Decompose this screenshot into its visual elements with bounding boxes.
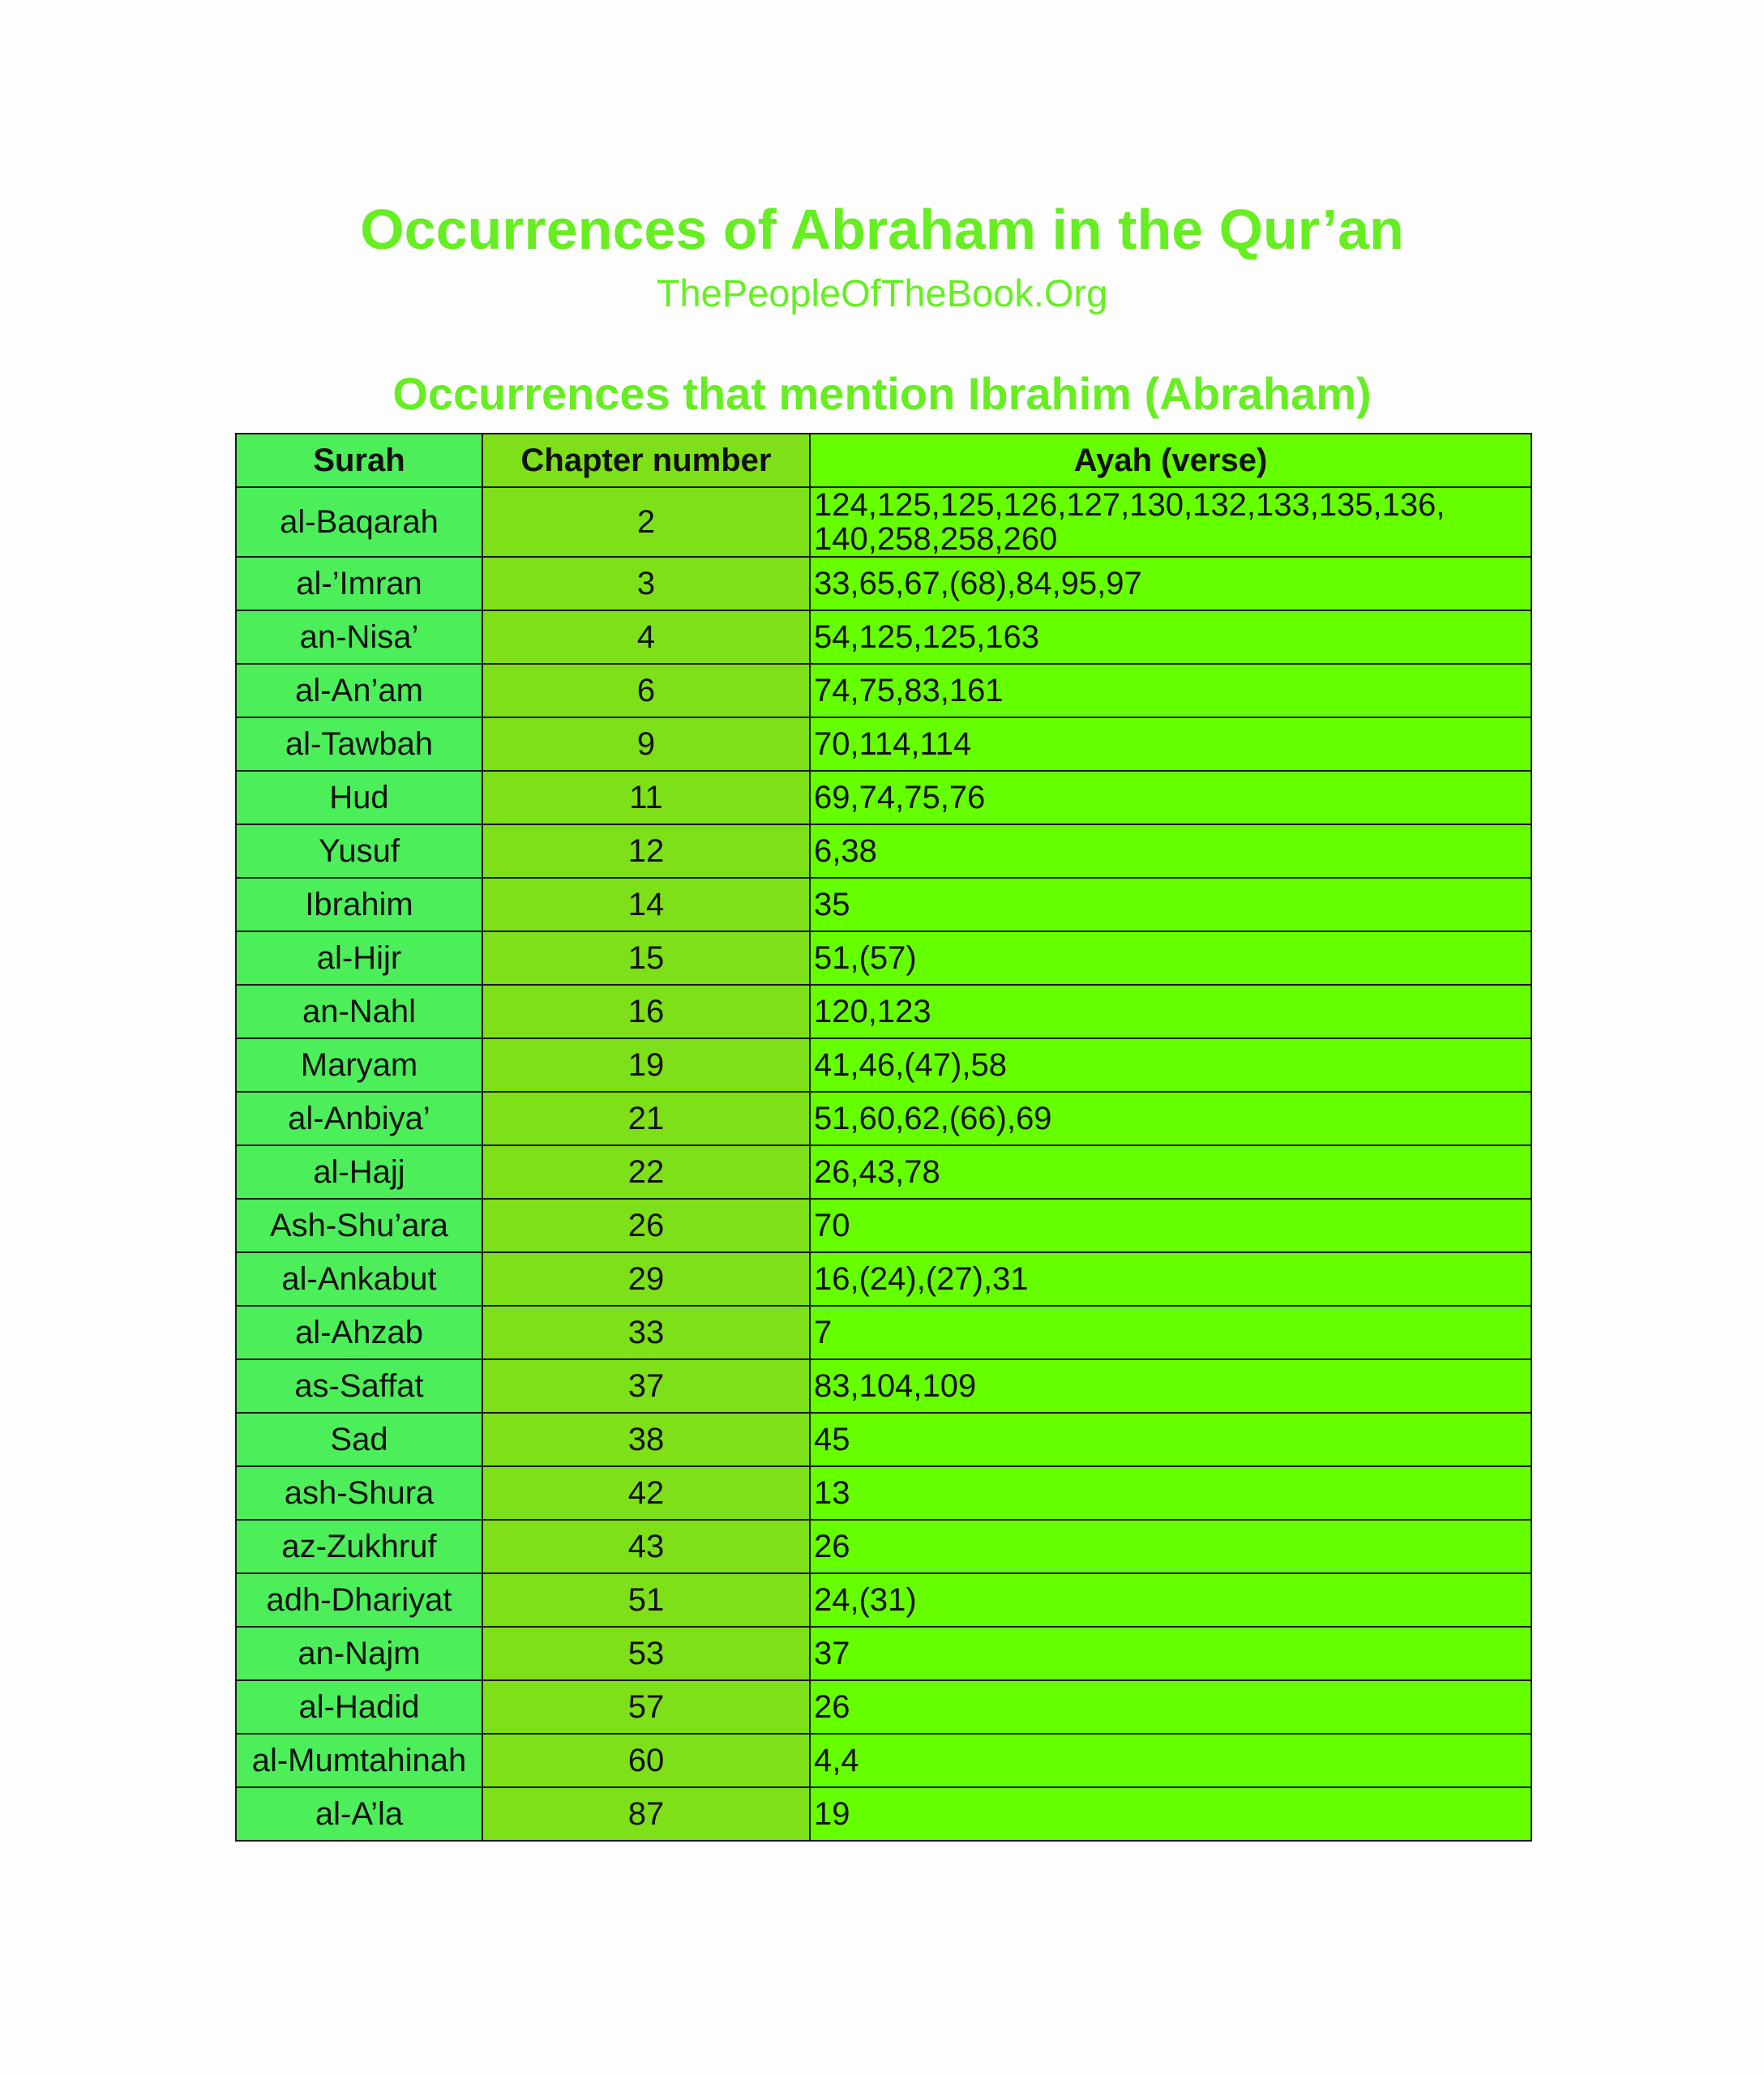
chapter-number-cell: 22 <box>482 1145 810 1199</box>
table-row <box>236 1145 1531 1199</box>
chapter-number-cell: 53 <box>482 1627 810 1680</box>
ayah-cell: 74,75,83,161 <box>810 664 1531 717</box>
chapter-number-cell: 42 <box>482 1466 810 1520</box>
table-row <box>236 664 1531 717</box>
table-row <box>236 1306 1531 1359</box>
surah-cell: al-Mumtahinah <box>236 1734 482 1787</box>
ayah-cell: 70,114,114 <box>810 717 1531 771</box>
ayah-cell: 7 <box>810 1306 1531 1359</box>
chapter-number-cell: 2 <box>482 487 810 557</box>
table-row <box>236 717 1531 771</box>
table-row <box>236 1734 1531 1787</box>
ayah-cell: 41,46,(47),58 <box>810 1038 1531 1092</box>
chapter-number-cell: 12 <box>482 824 810 878</box>
ayah-cell: 35 <box>810 878 1531 931</box>
surah-cell: Hud <box>236 771 482 824</box>
surah-cell: al-Hadid <box>236 1680 482 1734</box>
surah-cell: al-Anbiya’ <box>236 1092 482 1145</box>
chapter-number-cell: 9 <box>482 717 810 771</box>
chapter-number-cell: 16 <box>482 985 810 1038</box>
surah-cell: an-Nahl <box>236 985 482 1038</box>
table-row <box>236 1359 1531 1413</box>
ayah-cell: 51,60,62,(66),69 <box>810 1092 1531 1145</box>
chapter-number-cell: 11 <box>482 771 810 824</box>
chapter-number-cell: 19 <box>482 1038 810 1092</box>
ayah-cell: 6,38 <box>810 824 1531 878</box>
table-row <box>236 931 1531 985</box>
table-row <box>236 1199 1531 1252</box>
chapter-number-cell: 37 <box>482 1359 810 1413</box>
ayah-cell: 33,65,67,(68),84,95,97 <box>810 557 1531 610</box>
table-row <box>236 1413 1531 1466</box>
table-row <box>236 824 1531 878</box>
surah-cell: al-Hajj <box>236 1145 482 1199</box>
surah-cell: adh-Dhariyat <box>236 1573 482 1627</box>
ayah-cell: 69,74,75,76 <box>810 771 1531 824</box>
table-row <box>236 771 1531 824</box>
table-row <box>236 1466 1531 1520</box>
page-title: Occurrences of Abraham in the Qur’an <box>360 198 1404 261</box>
ayah-cell: 45 <box>810 1413 1531 1466</box>
surah-cell: Ash-Shu’ara <box>236 1199 482 1252</box>
ayah-cell: 24,(31) <box>810 1573 1531 1627</box>
surah-cell: al-Baqarah <box>236 487 482 557</box>
table-row <box>236 610 1531 664</box>
chapter-number-cell: 33 <box>482 1306 810 1359</box>
surah-cell: al-A’la <box>236 1787 482 1841</box>
surah-cell: Sad <box>236 1413 482 1466</box>
chapter-number-cell: 14 <box>482 878 810 931</box>
surah-cell: ash-Shura <box>236 1466 482 1520</box>
surah-cell: al-Ahzab <box>236 1306 482 1359</box>
surah-cell: al-’Imran <box>236 557 482 610</box>
ayah-cell: 26 <box>810 1680 1531 1734</box>
header-ayah: Ayah (verse) <box>810 434 1531 487</box>
chapter-number-cell: 26 <box>482 1199 810 1252</box>
chapter-number-cell: 60 <box>482 1734 810 1787</box>
surah-cell: al-An’am <box>236 664 482 717</box>
surah-cell: al-Ankabut <box>236 1252 482 1306</box>
surah-cell: an-Najm <box>236 1627 482 1680</box>
ayah-cell: 51,(57) <box>810 931 1531 985</box>
site-name: ThePeopleOfTheBook.Org <box>656 272 1108 314</box>
surah-cell: as-Saffat <box>236 1359 482 1413</box>
chapter-number-cell: 57 <box>482 1680 810 1734</box>
ayah-cell: 4,4 <box>810 1734 1531 1787</box>
section-title: Occurrences that mention Ibrahim (Abraham) <box>392 368 1372 419</box>
table-row <box>236 487 1531 557</box>
table-row <box>236 1092 1531 1145</box>
ayah-cell: 124,125,125,126,127,130,132,133,135,136, 140,258,258,260 <box>810 487 1531 557</box>
table-row <box>236 878 1531 931</box>
surah-cell: al-Hijr <box>236 931 482 985</box>
surah-cell: az-Zukhruf <box>236 1520 482 1573</box>
ayah-cell: 13 <box>810 1466 1531 1520</box>
table-row <box>236 1252 1531 1306</box>
chapter-number-cell: 3 <box>482 557 810 610</box>
header-chapter-number: Chapter number <box>482 434 810 487</box>
surah-cell: an-Nisa’ <box>236 610 482 664</box>
surah-cell: Yusuf <box>236 824 482 878</box>
table-row <box>236 557 1531 610</box>
chapter-number-cell: 43 <box>482 1520 810 1573</box>
chapter-number-cell: 51 <box>482 1573 810 1627</box>
table-row <box>236 1573 1531 1627</box>
ayah-cell: 26,43,78 <box>810 1145 1531 1199</box>
ayah-cell: 19 <box>810 1787 1531 1841</box>
table-row <box>236 1787 1531 1841</box>
chapter-number-cell: 38 <box>482 1413 810 1466</box>
chapter-number-cell: 6 <box>482 664 810 717</box>
surah-cell: Maryam <box>236 1038 482 1092</box>
table-row <box>236 1520 1531 1573</box>
header-surah: Surah <box>236 434 482 487</box>
chapter-number-cell: 15 <box>482 931 810 985</box>
table-row <box>236 1038 1531 1092</box>
ayah-cell: 54,125,125,163 <box>810 610 1531 664</box>
ayah-cell: 120,123 <box>810 985 1531 1038</box>
ayah-cell: 26 <box>810 1520 1531 1573</box>
table-header-row <box>236 434 1531 487</box>
table-row <box>236 1680 1531 1734</box>
chapter-number-cell: 4 <box>482 610 810 664</box>
ayah-cell: 70 <box>810 1199 1531 1252</box>
ayah-cell: 16,(24),(27),31 <box>810 1252 1531 1306</box>
surah-cell: al-Tawbah <box>236 717 482 771</box>
ayah-cell: 83,104,109 <box>810 1359 1531 1413</box>
occurrences-table <box>235 433 1532 1842</box>
surah-cell: Ibrahim <box>236 878 482 931</box>
ayah-cell: 37 <box>810 1627 1531 1680</box>
chapter-number-cell: 29 <box>482 1252 810 1306</box>
table-row <box>236 985 1531 1038</box>
chapter-number-cell: 21 <box>482 1092 810 1145</box>
table-body <box>236 487 1531 1841</box>
table-row <box>236 1627 1531 1680</box>
chapter-number-cell: 87 <box>482 1787 810 1841</box>
